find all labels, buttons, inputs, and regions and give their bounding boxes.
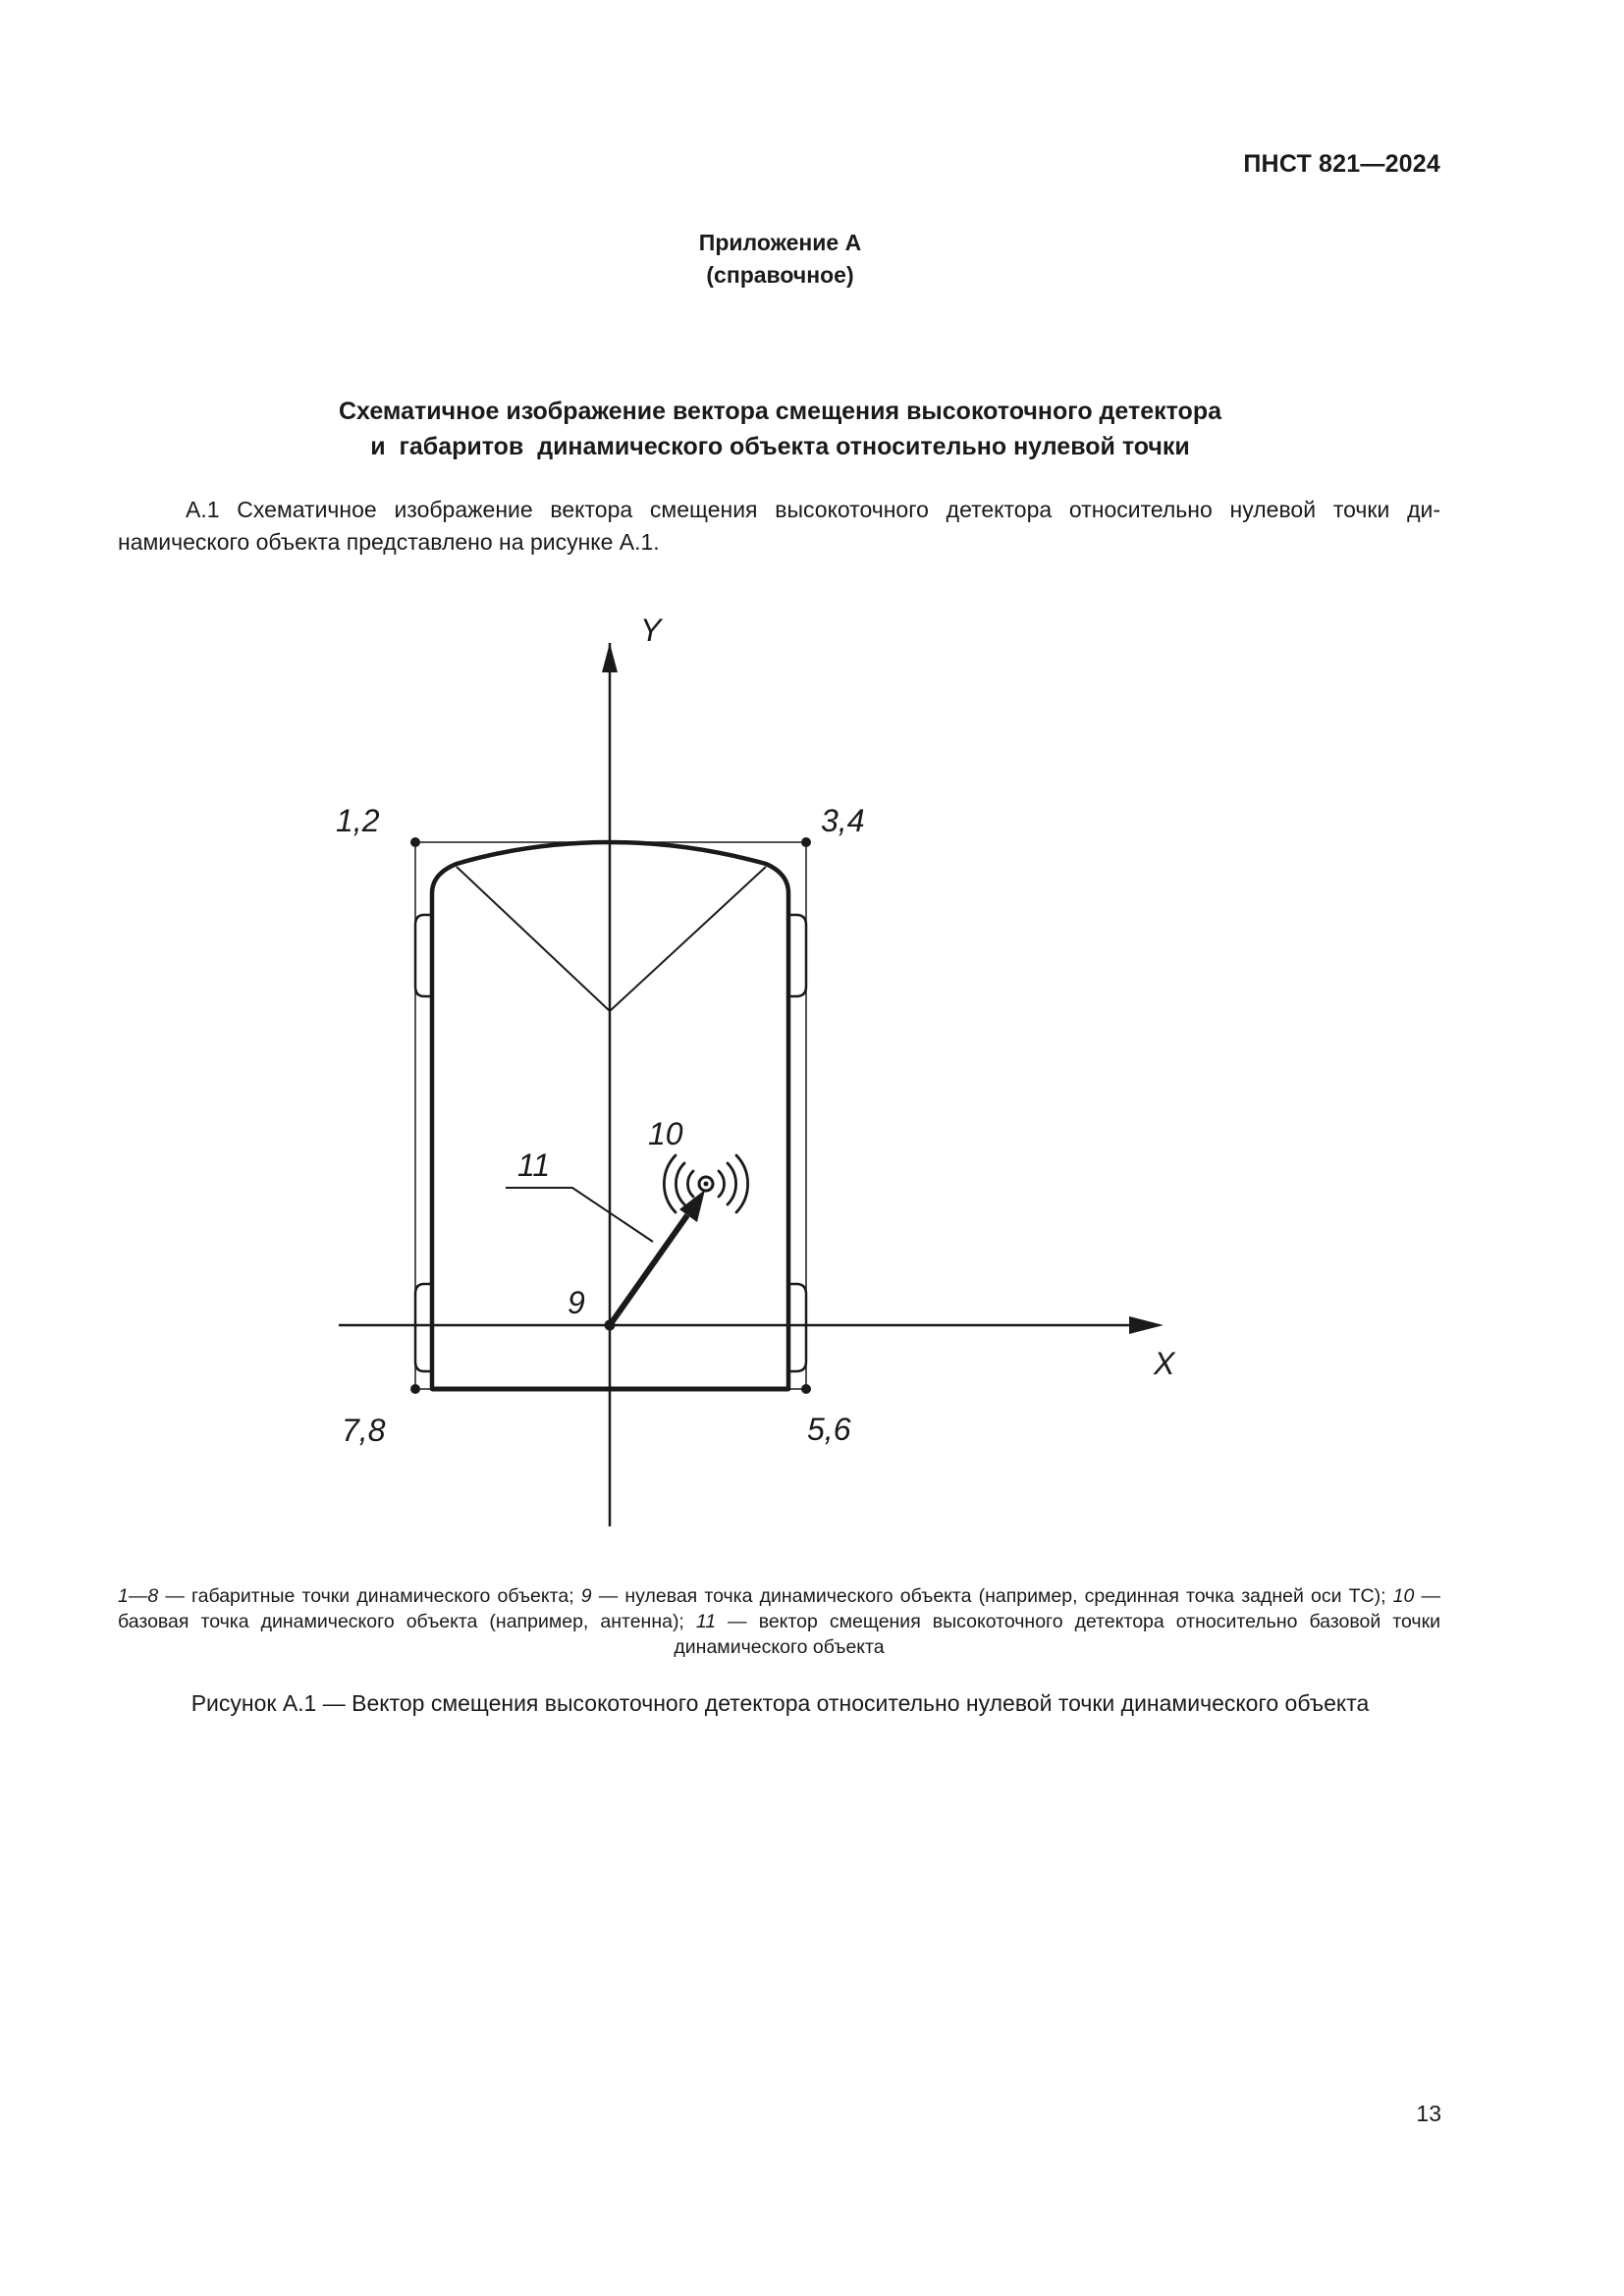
axis-x-label: X — [1154, 1346, 1175, 1381]
wheel-front-left — [415, 915, 432, 996]
label-points-7-8: 7,8 — [342, 1413, 386, 1448]
corner-point-3-4 — [801, 837, 811, 847]
vehicle-diagram — [0, 599, 1624, 1580]
legend-key-10: 10 — [1392, 1585, 1415, 1607]
corner-point-7-8 — [410, 1384, 420, 1394]
legend-key-9: 9 — [580, 1585, 592, 1607]
document-code: ПНСТ 821—2024 — [1243, 150, 1440, 178]
antenna-dot — [704, 1182, 709, 1187]
section-title — [0, 394, 1560, 464]
wheel-rear-right — [788, 1284, 806, 1371]
figure-a1 — [0, 599, 1624, 1580]
label-zero-point: 9 — [568, 1285, 585, 1320]
label-points-1-2: 1,2 — [336, 803, 380, 838]
figure-caption: Рисунок А.1 — Вектор смещения высокоточного детектора относительно нулевой точки динамического объекта — [190, 1690, 1370, 1716]
body-paragraph — [118, 494, 1440, 559]
annex-heading — [0, 227, 1560, 292]
corner-point-1-2 — [410, 837, 420, 847]
windshield-line-left — [457, 867, 610, 1011]
x-axis-arrowhead — [1129, 1316, 1164, 1334]
annex-subtitle: (справочное) — [706, 262, 854, 288]
wheel-rear-left — [415, 1284, 432, 1371]
figure-legend — [118, 1583, 1440, 1660]
page-number: 13 — [1416, 2101, 1441, 2126]
vector-leader-line — [506, 1188, 653, 1242]
legend-key-1-8: 1—8 — [118, 1585, 159, 1607]
paragraph-line1: А.1 Схематичное изображение вектора смещения высокоточного детектора относительно нулевой точки ди- — [186, 497, 1440, 522]
label-offset-vector: 11 — [517, 1148, 551, 1183]
legend-text-10: — базовая точка динамического объекта (например, антенна); — [118, 1585, 1441, 1632]
corner-point-5-6 — [801, 1384, 811, 1394]
label-base-point: 10 — [648, 1116, 683, 1151]
windshield-line-right — [610, 867, 766, 1011]
legend-text-9: — нулевая точка динамического объекта (например, срединная точка задней оси ТС); — [591, 1585, 1393, 1607]
legend-key-11: 11 — [695, 1611, 717, 1632]
legend-text-11: — вектор смещения высокоточного детектора относительно базовой точки динамического объекта — [674, 1611, 1440, 1658]
wheel-front-right — [788, 915, 806, 996]
section-title-line2: и габаритов динамического объекта относительно нулевой точки — [370, 433, 1190, 460]
legend-text-1-8: — габаритные точки динамического объекта; — [158, 1585, 581, 1607]
annex-title: Приложение А — [698, 230, 862, 255]
label-points-5-6: 5,6 — [807, 1412, 851, 1447]
offset-vector — [610, 1215, 687, 1325]
axis-y-label: Y — [640, 613, 662, 648]
paragraph-line2: намического объекта представлено на рисунке А.1. — [118, 529, 660, 555]
y-axis-arrowhead — [602, 643, 618, 672]
section-title-line1: Схематичное изображение вектора смещения высокоточного детектора — [339, 398, 1221, 425]
label-points-3-4: 3,4 — [821, 803, 865, 838]
